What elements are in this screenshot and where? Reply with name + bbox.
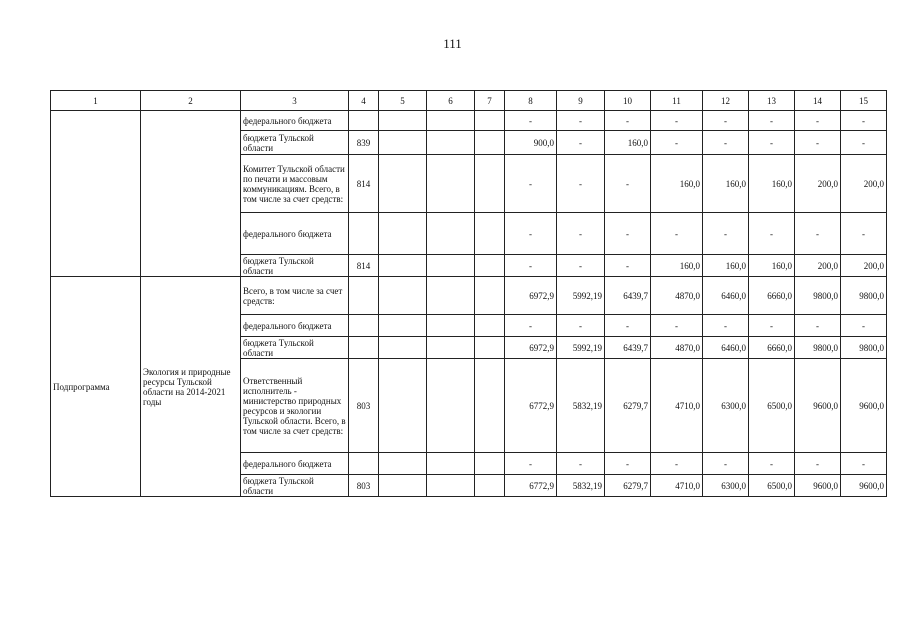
value-cell: 6500,0 bbox=[749, 359, 795, 453]
value-cell: - bbox=[749, 111, 795, 131]
value-cell: 5832,19 bbox=[557, 475, 605, 497]
program-type-cell: Подпрограмма bbox=[51, 277, 141, 497]
value-cell: - bbox=[557, 111, 605, 131]
value-cell: - bbox=[703, 453, 749, 475]
value-cell: 160,0 bbox=[651, 255, 703, 277]
value-cell: - bbox=[505, 155, 557, 213]
value-cell: - bbox=[841, 453, 887, 475]
table-body bbox=[51, 91, 887, 497]
empty-cell bbox=[427, 155, 475, 213]
value-cell: - bbox=[749, 213, 795, 255]
value-cell: 9600,0 bbox=[795, 475, 841, 497]
value-cell: 9800,0 bbox=[795, 277, 841, 315]
empty-cell bbox=[379, 255, 427, 277]
empty-cell bbox=[379, 213, 427, 255]
funding-source-cell: Ответственный исполнитель - министерство природных ресурсов и экологии Тульской области. Всего, в том числе за счет средств: bbox=[241, 359, 349, 453]
funding-source-cell: Комитет Тульской области по печати и массовым коммуникациям. Всего, в том числе за счет средств: bbox=[241, 155, 349, 213]
empty-cell bbox=[475, 277, 505, 315]
value-cell: - bbox=[749, 131, 795, 155]
value-cell: - bbox=[703, 131, 749, 155]
value-cell: - bbox=[505, 453, 557, 475]
value-cell: 160,0 bbox=[703, 155, 749, 213]
empty-cell bbox=[379, 315, 427, 337]
empty-cell bbox=[427, 315, 475, 337]
empty-cell bbox=[475, 453, 505, 475]
empty-cell bbox=[427, 359, 475, 453]
value-cell: 6772,9 bbox=[505, 475, 557, 497]
table-row bbox=[51, 111, 887, 131]
value-cell: - bbox=[841, 131, 887, 155]
value-cell: 9600,0 bbox=[841, 475, 887, 497]
value-cell: - bbox=[795, 213, 841, 255]
empty-cell bbox=[475, 359, 505, 453]
program-type-cell bbox=[51, 111, 141, 277]
value-cell: - bbox=[557, 315, 605, 337]
value-cell: 5992,19 bbox=[557, 277, 605, 315]
value-cell: 6300,0 bbox=[703, 475, 749, 497]
empty-cell bbox=[427, 475, 475, 497]
program-name-cell bbox=[141, 111, 241, 277]
header-row bbox=[51, 91, 887, 111]
empty-cell bbox=[379, 359, 427, 453]
value-cell: - bbox=[605, 453, 651, 475]
value-cell: - bbox=[505, 111, 557, 131]
empty-cell bbox=[379, 155, 427, 213]
empty-cell bbox=[475, 315, 505, 337]
empty-cell bbox=[427, 337, 475, 359]
empty-cell bbox=[379, 337, 427, 359]
value-cell: - bbox=[557, 131, 605, 155]
empty-cell bbox=[427, 213, 475, 255]
value-cell: 200,0 bbox=[795, 255, 841, 277]
empty-cell bbox=[475, 213, 505, 255]
value-cell: - bbox=[651, 213, 703, 255]
code-cell bbox=[349, 213, 379, 255]
value-cell: 6972,9 bbox=[505, 337, 557, 359]
value-cell: - bbox=[749, 453, 795, 475]
empty-cell bbox=[379, 277, 427, 315]
value-cell: 160,0 bbox=[749, 255, 795, 277]
budget-table bbox=[50, 90, 887, 497]
value-cell: - bbox=[605, 111, 651, 131]
value-cell: 9600,0 bbox=[795, 359, 841, 453]
value-cell: - bbox=[795, 111, 841, 131]
column-header: 13 bbox=[749, 91, 795, 111]
value-cell: 6279,7 bbox=[605, 475, 651, 497]
value-cell: 160,0 bbox=[651, 155, 703, 213]
value-cell: - bbox=[703, 111, 749, 131]
column-header: 9 bbox=[557, 91, 605, 111]
value-cell: 5992,19 bbox=[557, 337, 605, 359]
code-cell: 814 bbox=[349, 155, 379, 213]
funding-source-cell: бюджета Тульской области bbox=[241, 255, 349, 277]
value-cell: - bbox=[703, 315, 749, 337]
column-header: 5 bbox=[379, 91, 427, 111]
empty-cell bbox=[475, 475, 505, 497]
empty-cell bbox=[427, 255, 475, 277]
program-name-cell: Экология и природные ресурсы Тульской области на 2014-2021 годы bbox=[141, 277, 241, 497]
value-cell: 4870,0 bbox=[651, 277, 703, 315]
funding-source-cell: бюджета Тульской области bbox=[241, 131, 349, 155]
empty-cell bbox=[427, 111, 475, 131]
value-cell: - bbox=[505, 255, 557, 277]
code-cell bbox=[349, 315, 379, 337]
value-cell: - bbox=[841, 315, 887, 337]
value-cell: 4870,0 bbox=[651, 337, 703, 359]
value-cell: - bbox=[605, 255, 651, 277]
funding-source-cell: федерального бюджета bbox=[241, 315, 349, 337]
value-cell: - bbox=[795, 453, 841, 475]
column-header: 7 bbox=[475, 91, 505, 111]
column-header: 11 bbox=[651, 91, 703, 111]
value-cell: 5832,19 bbox=[557, 359, 605, 453]
value-cell: - bbox=[795, 315, 841, 337]
code-cell bbox=[349, 277, 379, 315]
value-cell: - bbox=[651, 111, 703, 131]
column-header: 10 bbox=[605, 91, 651, 111]
funding-source-cell: Всего, в том числе за счет средств: bbox=[241, 277, 349, 315]
value-cell: 900,0 bbox=[505, 131, 557, 155]
empty-cell bbox=[379, 131, 427, 155]
value-cell: 160,0 bbox=[749, 155, 795, 213]
page-number: 111 bbox=[443, 36, 462, 51]
value-cell: 4710,0 bbox=[651, 475, 703, 497]
column-header: 6 bbox=[427, 91, 475, 111]
empty-cell bbox=[475, 155, 505, 213]
empty-cell bbox=[475, 255, 505, 277]
column-header: 8 bbox=[505, 91, 557, 111]
column-header: 15 bbox=[841, 91, 887, 111]
value-cell: 200,0 bbox=[841, 255, 887, 277]
empty-cell bbox=[379, 453, 427, 475]
code-cell: 803 bbox=[349, 359, 379, 453]
value-cell: - bbox=[557, 453, 605, 475]
funding-source-cell: федерального бюджета bbox=[241, 111, 349, 131]
empty-cell bbox=[475, 131, 505, 155]
value-cell: 4710,0 bbox=[651, 359, 703, 453]
value-cell: - bbox=[841, 111, 887, 131]
funding-source-cell: бюджета Тульской области bbox=[241, 475, 349, 497]
code-cell: 839 bbox=[349, 131, 379, 155]
value-cell: - bbox=[605, 155, 651, 213]
value-cell: 6279,7 bbox=[605, 359, 651, 453]
column-header: 14 bbox=[795, 91, 841, 111]
funding-source-cell: федерального бюджета bbox=[241, 453, 349, 475]
value-cell: 6439,7 bbox=[605, 277, 651, 315]
value-cell: - bbox=[841, 213, 887, 255]
value-cell: 160,0 bbox=[605, 131, 651, 155]
value-cell: 6772,9 bbox=[505, 359, 557, 453]
column-header: 1 bbox=[51, 91, 141, 111]
value-cell: - bbox=[557, 213, 605, 255]
empty-cell bbox=[475, 337, 505, 359]
value-cell: 6300,0 bbox=[703, 359, 749, 453]
value-cell: - bbox=[605, 213, 651, 255]
value-cell: - bbox=[651, 315, 703, 337]
value-cell: - bbox=[605, 315, 651, 337]
funding-source-cell: федерального бюджета bbox=[241, 213, 349, 255]
value-cell: 6660,0 bbox=[749, 277, 795, 315]
value-cell: - bbox=[505, 315, 557, 337]
code-cell: 803 bbox=[349, 475, 379, 497]
value-cell: 200,0 bbox=[841, 155, 887, 213]
value-cell: - bbox=[703, 213, 749, 255]
empty-cell bbox=[475, 111, 505, 131]
column-header: 2 bbox=[141, 91, 241, 111]
value-cell: 6660,0 bbox=[749, 337, 795, 359]
code-cell bbox=[349, 111, 379, 131]
value-cell: - bbox=[505, 213, 557, 255]
column-header: 12 bbox=[703, 91, 749, 111]
empty-cell bbox=[379, 475, 427, 497]
value-cell: 6500,0 bbox=[749, 475, 795, 497]
code-cell: 814 bbox=[349, 255, 379, 277]
value-cell: 200,0 bbox=[795, 155, 841, 213]
table-row bbox=[51, 277, 887, 315]
value-cell: 9800,0 bbox=[795, 337, 841, 359]
value-cell: 9600,0 bbox=[841, 359, 887, 453]
value-cell: - bbox=[557, 155, 605, 213]
column-header: 4 bbox=[349, 91, 379, 111]
value-cell: 6439,7 bbox=[605, 337, 651, 359]
value-cell: 9800,0 bbox=[841, 277, 887, 315]
funding-source-cell: бюджета Тульской области bbox=[241, 337, 349, 359]
empty-cell bbox=[379, 111, 427, 131]
value-cell: 9800,0 bbox=[841, 337, 887, 359]
value-cell: - bbox=[749, 315, 795, 337]
value-cell: 6460,0 bbox=[703, 337, 749, 359]
column-header: 3 bbox=[241, 91, 349, 111]
value-cell: - bbox=[651, 131, 703, 155]
code-cell bbox=[349, 453, 379, 475]
value-cell: 6460,0 bbox=[703, 277, 749, 315]
code-cell bbox=[349, 337, 379, 359]
empty-cell bbox=[427, 277, 475, 315]
value-cell: - bbox=[651, 453, 703, 475]
value-cell: - bbox=[795, 131, 841, 155]
empty-cell bbox=[427, 131, 475, 155]
value-cell: - bbox=[557, 255, 605, 277]
value-cell: 160,0 bbox=[703, 255, 749, 277]
empty-cell bbox=[427, 453, 475, 475]
value-cell: 6972,9 bbox=[505, 277, 557, 315]
